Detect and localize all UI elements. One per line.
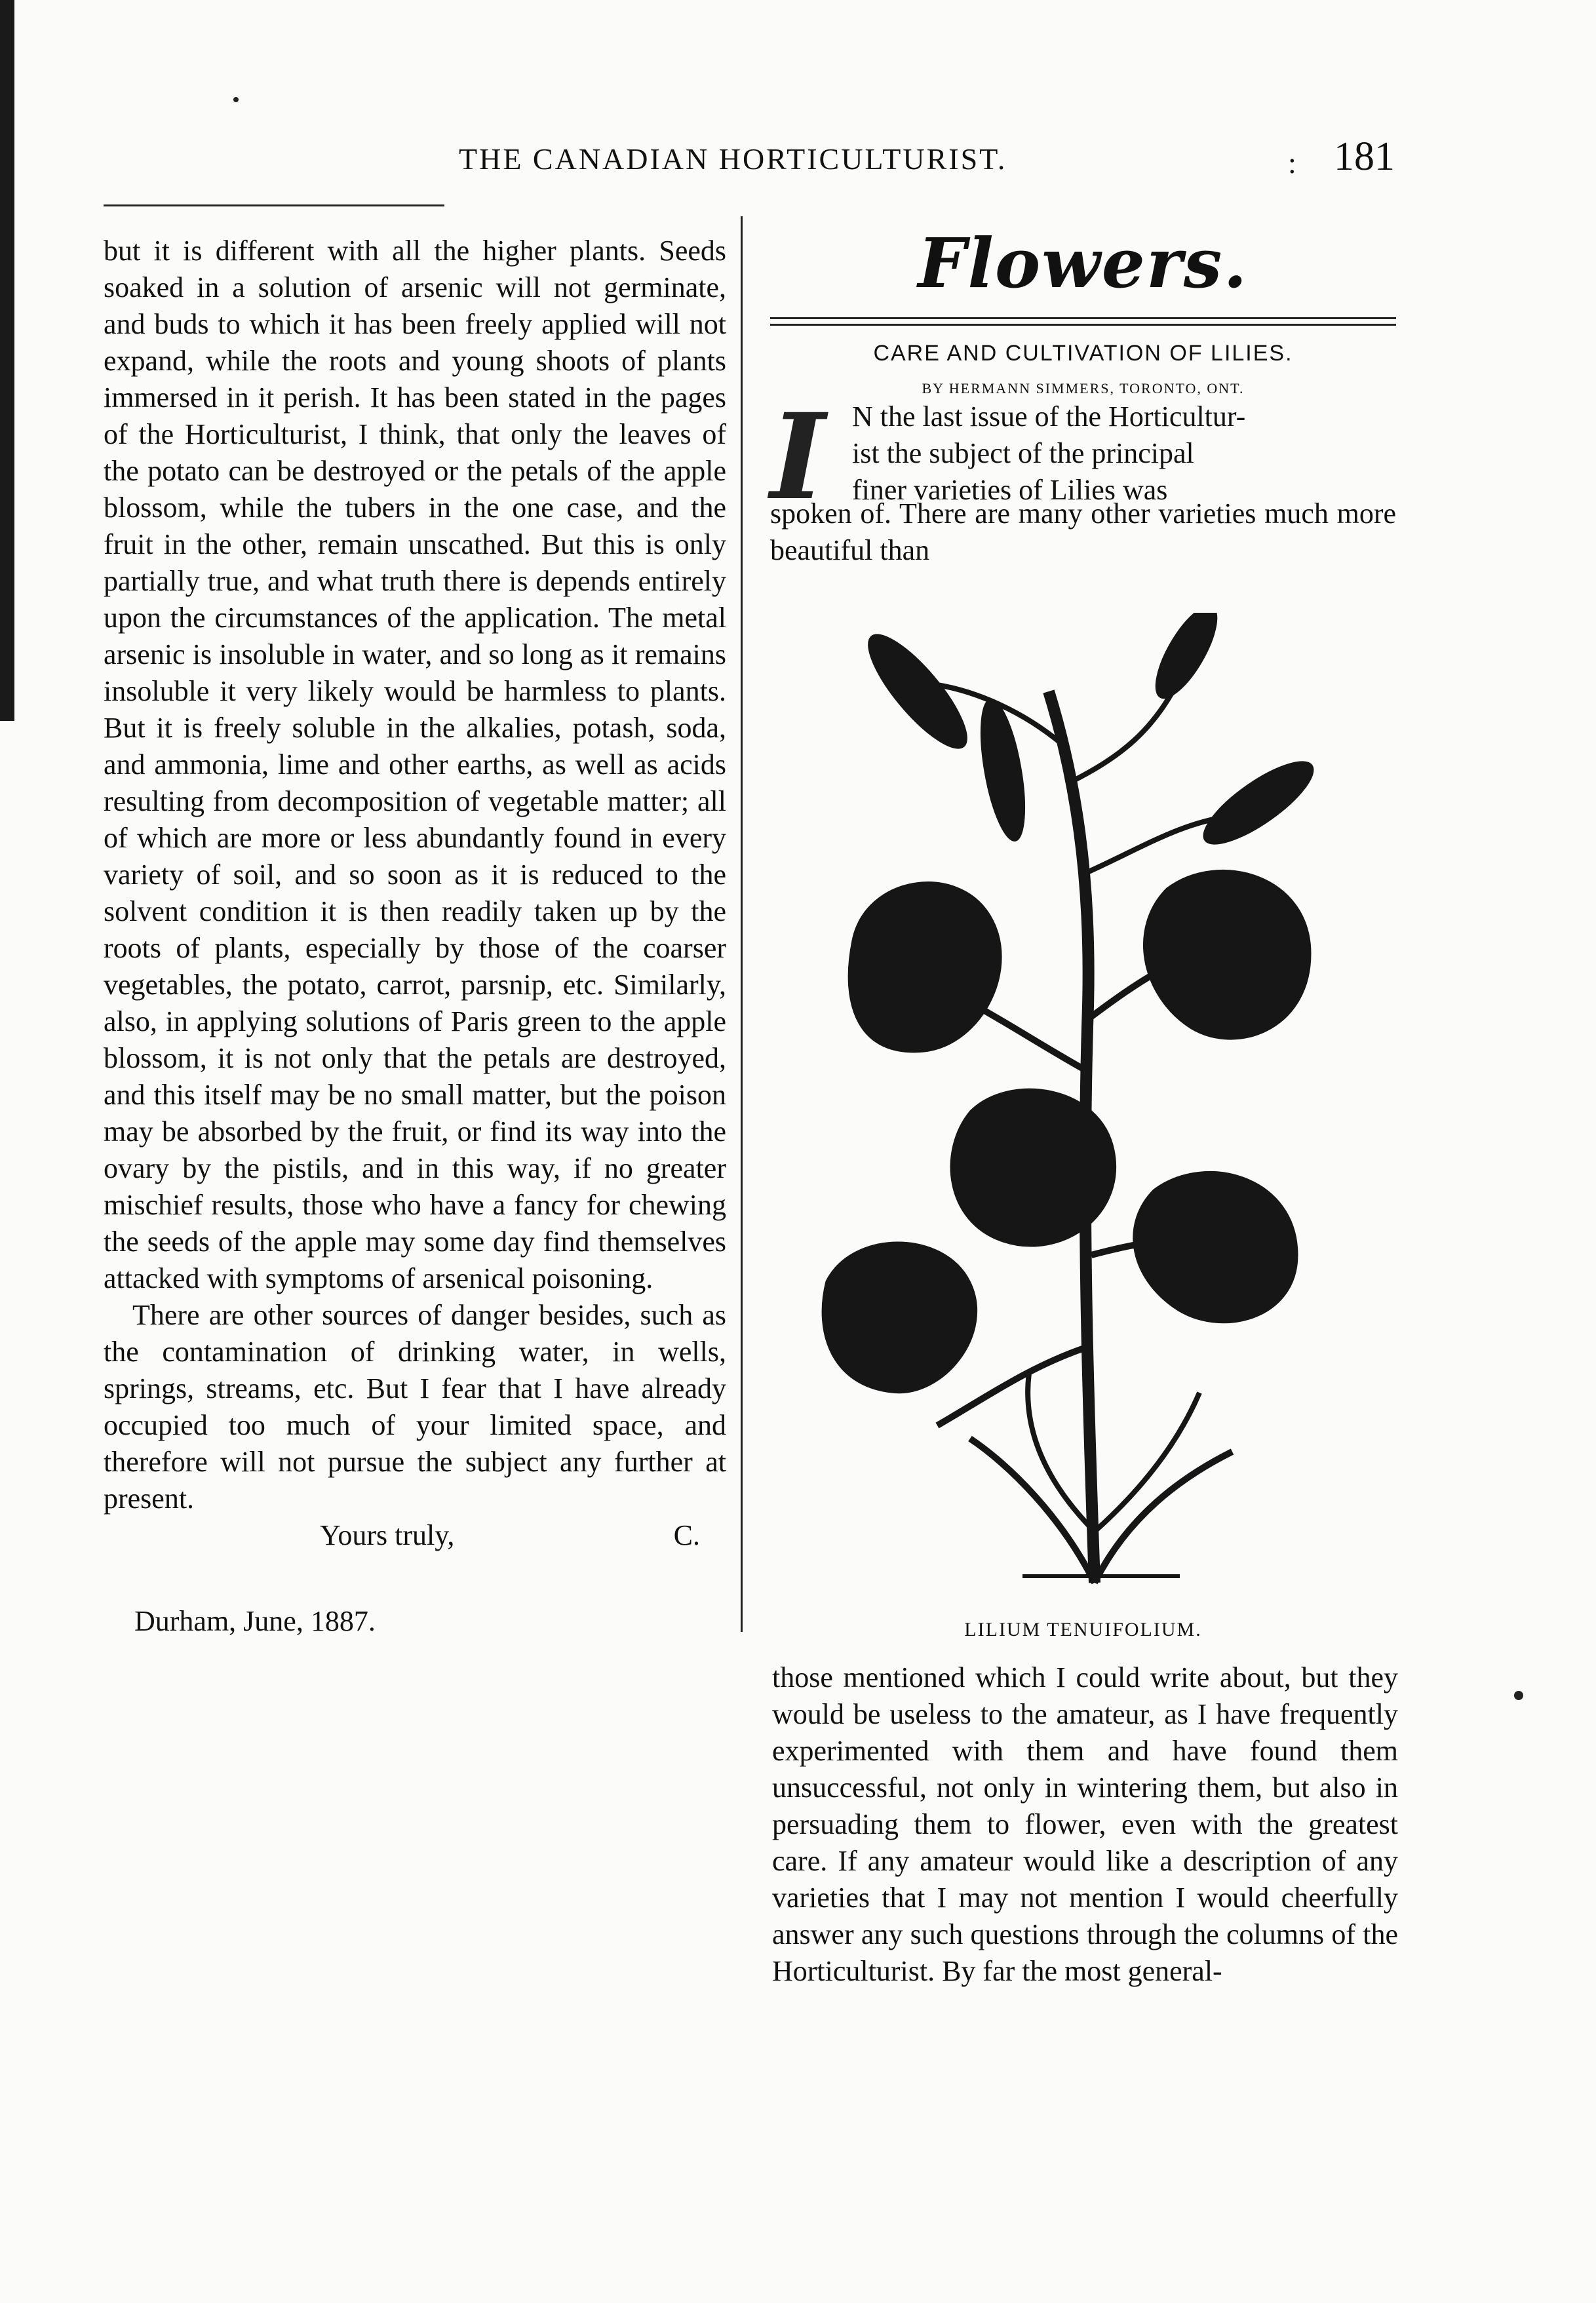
intro-line: ist the subject of the principal [852, 437, 1194, 469]
section-title: Flowers. [918, 223, 1249, 303]
page-number: 181 [1334, 134, 1395, 179]
right-paragraph-bottom: those mentioned which I could write about, but they would be useless to the amateur, as I have frequently experimented with them and have found them unsuccessful, not only in wintering them, but also in persuading them to flower, even with the greatest care. If any amateur would like a description of any varieties that I may not mention I would cheerfully answer any such questions through the columns of the Horticulturist. By far the most general- [772, 1661, 1398, 1987]
byline: BY HERMANN SIMMERS, TORONTO, ONT. [922, 380, 1245, 397]
left-paragraph-2: There are other sources of danger besides, such as the contamination of drinking water, in wells, springs, streams, etc. But I fear that I have already occupied too much of your limited space, and therefore will not pursue the subject any further at present. [104, 1299, 726, 1515]
header-rule-left [104, 204, 444, 206]
left-paragraph-1: but it is different with all the higher plants. Seeds soaked in a solution of arsenic will not germinate, and buds to which it has been freely applied will not expand, while the roots and young shoots of plants immersed in it perish. It has been stated in the pages of the Horticulturist, I think, that only the leaves of the potato can be destroyed or the petals of the apple blossom, while the tubers in the one case, and the fruit in the other, remain unscathed. But this is only partially true, and what truth there is depends entirely upon the circumstances of the application. The metal arsenic is insoluble in water, and so long as it remains insoluble it very likely would be harmless to plants. But it is freely soluble in the alkalies, potash, soda, and ammonia, lime and other earths, as well as acids resulting from decomposition of vegetable matter; all of which are more or less abundantly found in every variety of soil, and so soon as it is reduced to the solvent condition it is then readily taken up by the roots of plants, especially by those of the coarser vegetables, the potato, carrot, parsnip, etc. Similarly, also, in applying solutions of Paris green to the apple blossom, it is not only that the petals are destroyed, and this itself may be no small matter, but the poison may be absorbed by the fruit, or find its way into the ovary by the pistils, and in this way, if no greater mischief results, those who have a fancy for chewing the seeds of the apple may some day find themselves attacked with symptoms of arsenical poisoning. [104, 235, 726, 1294]
closing: Yours truly, [320, 1519, 455, 1551]
article-title: CARE AND CULTIVATION OF LILIES. [873, 341, 1293, 366]
ink-speck [233, 97, 239, 102]
right-text-bottom [772, 1659, 1398, 1990]
section-rule-bottom [770, 324, 1396, 326]
header-colon: : [1288, 146, 1296, 180]
signature-line [104, 1517, 726, 1554]
scan-edge-bar [0, 0, 14, 721]
dropcap: I [770, 388, 826, 526]
dateline: Durham, June, 1887. [134, 1605, 376, 1637]
running-header [459, 136, 1416, 189]
column-divider [741, 216, 743, 1632]
right-text-top [770, 495, 1396, 569]
running-title: THE CANADIAN HORTICULTURIST. [459, 142, 1007, 176]
signature: C. [673, 1519, 700, 1551]
section-rule-top [770, 317, 1396, 319]
left-column [104, 233, 726, 1554]
ink-speck [1514, 1691, 1523, 1700]
intro-line: N the last issue of the Horticultur- [852, 400, 1246, 433]
right-paragraph-top: spoken of. There are many other varieties much more beautiful than [770, 497, 1396, 566]
intro-line: finer varieties of Lilies was [852, 474, 1168, 506]
illustration-caption: LILIUM TENUIFOLIUM. [964, 1619, 1202, 1640]
lily-illustration-icon [813, 613, 1376, 1609]
intro-lines [852, 398, 1396, 509]
